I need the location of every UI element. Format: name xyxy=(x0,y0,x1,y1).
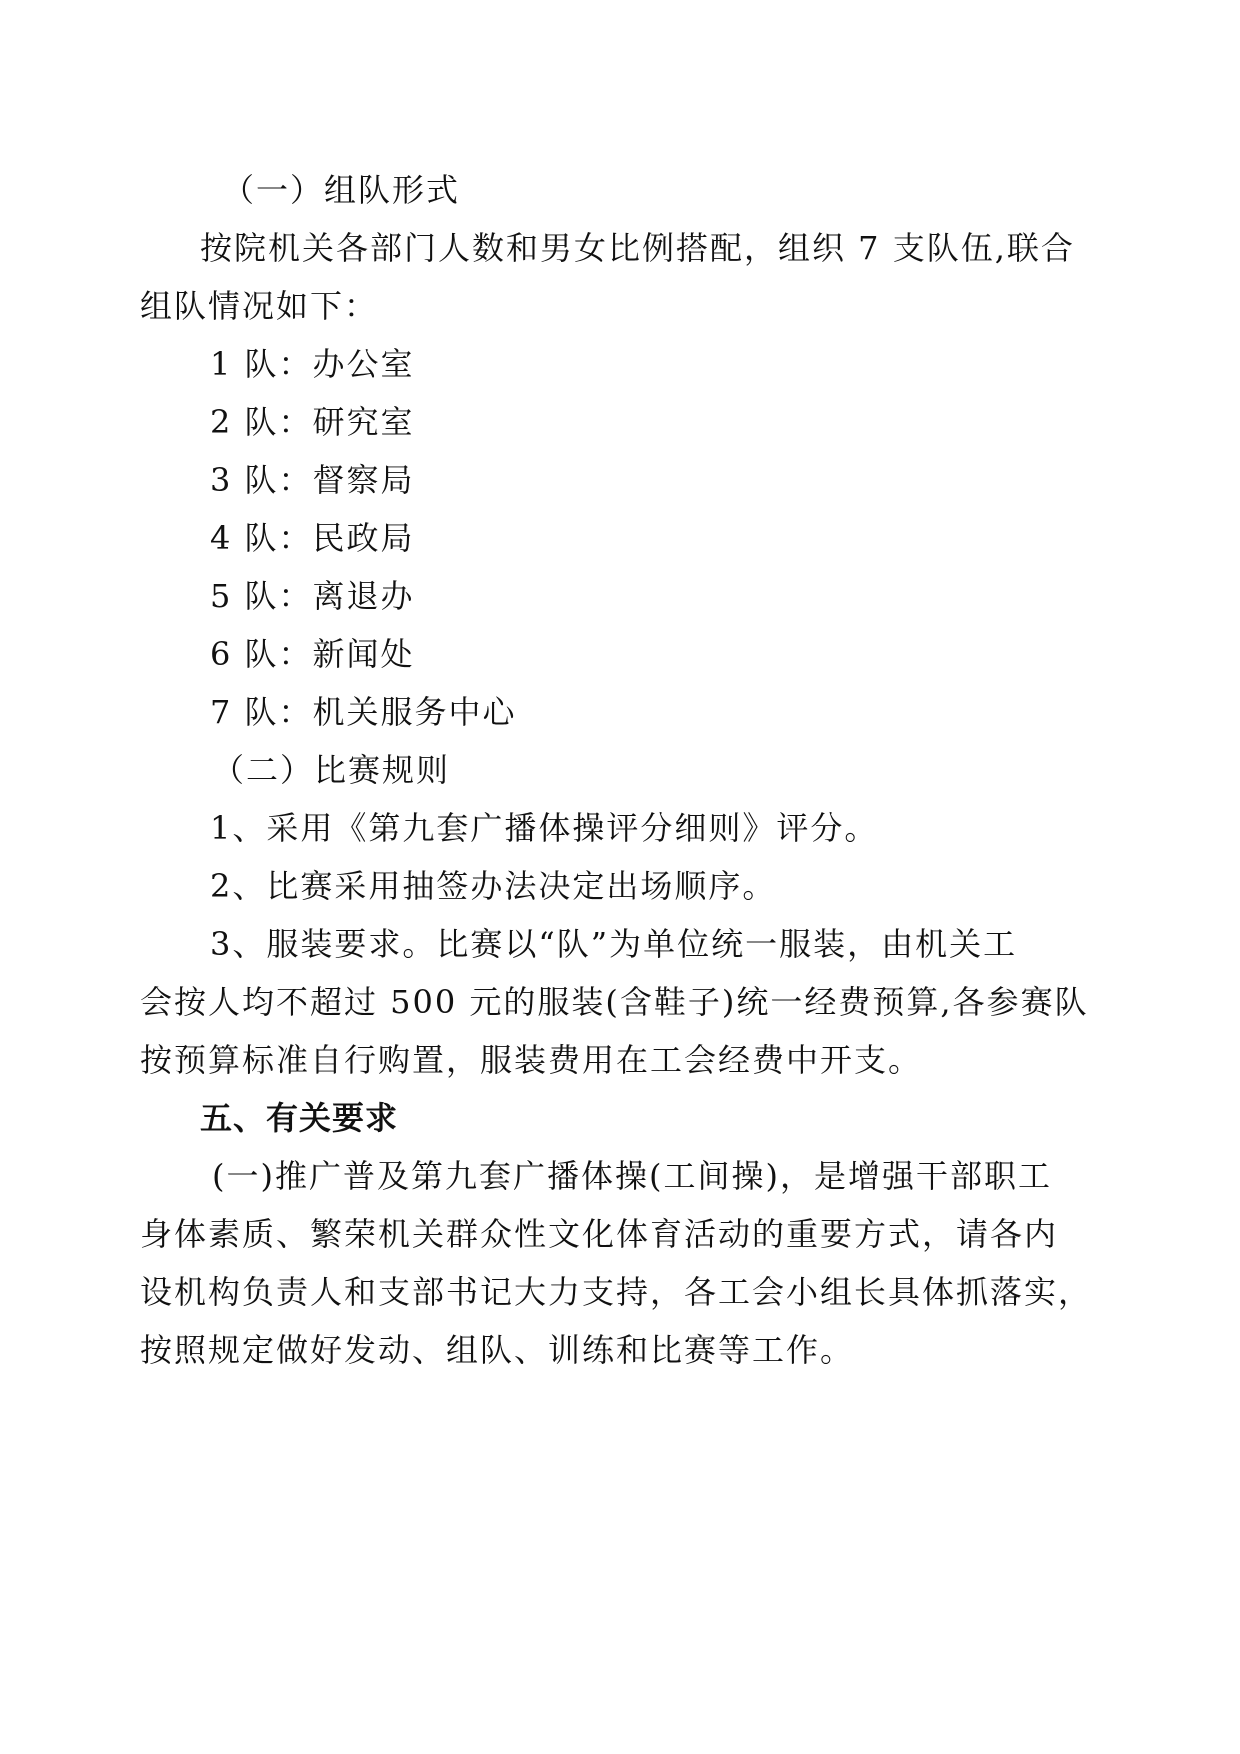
team-item: 7 队：机关服务中心 xyxy=(210,693,517,731)
paragraph-line: 按预算标准自行购置，服装费用在工会经费中开支。 xyxy=(140,1041,923,1079)
paragraph-line: (一)推广普及第九套广播体操(工间操)，是增强干部职工 xyxy=(212,1157,1052,1195)
paragraph-line: 按照规定做好发动、组队、训练和比赛等工作。 xyxy=(140,1331,855,1369)
rule-item: 2、比赛采用抽签办法决定出场顺序。 xyxy=(210,867,777,905)
paragraph-line: 按院机关各部门人数和男女比例搭配，组织 7 支队伍,联合 xyxy=(200,229,1075,267)
team-item: 2 队：研究室 xyxy=(210,403,415,441)
team-item: 6 队：新闻处 xyxy=(210,635,415,673)
team-item: 4 队：民政局 xyxy=(210,519,415,557)
paragraph-line: 身体素质、繁荣机关群众性文化体育活动的重要方式，请各内 xyxy=(140,1215,1059,1253)
team-item: 3 队：督察局 xyxy=(210,461,415,499)
paragraph-line: 会按人均不超过 500 元的服装(含鞋子)统一经费预算,各参赛队 xyxy=(140,983,1089,1021)
section-heading-competition-rules: （二）比赛规则 xyxy=(212,751,451,789)
team-item: 5 队：离退办 xyxy=(210,577,415,615)
team-item: 1 队：办公室 xyxy=(210,345,415,383)
section-heading-team-format: （一）组队形式 xyxy=(222,171,461,209)
rule-item: 1、采用《第九套广播体操评分细则》评分。 xyxy=(210,809,879,847)
part-heading-requirements: 五、有关要求 xyxy=(200,1099,399,1137)
paragraph-line: 设机构负责人和支部书记大力支持，各工会小组长具体抓落实， xyxy=(140,1273,1093,1311)
paragraph-line: 组队情况如下： xyxy=(140,287,379,325)
rule-item: 3、服装要求。比赛以“队”为单位统一服装，由机关工 xyxy=(210,925,1018,963)
